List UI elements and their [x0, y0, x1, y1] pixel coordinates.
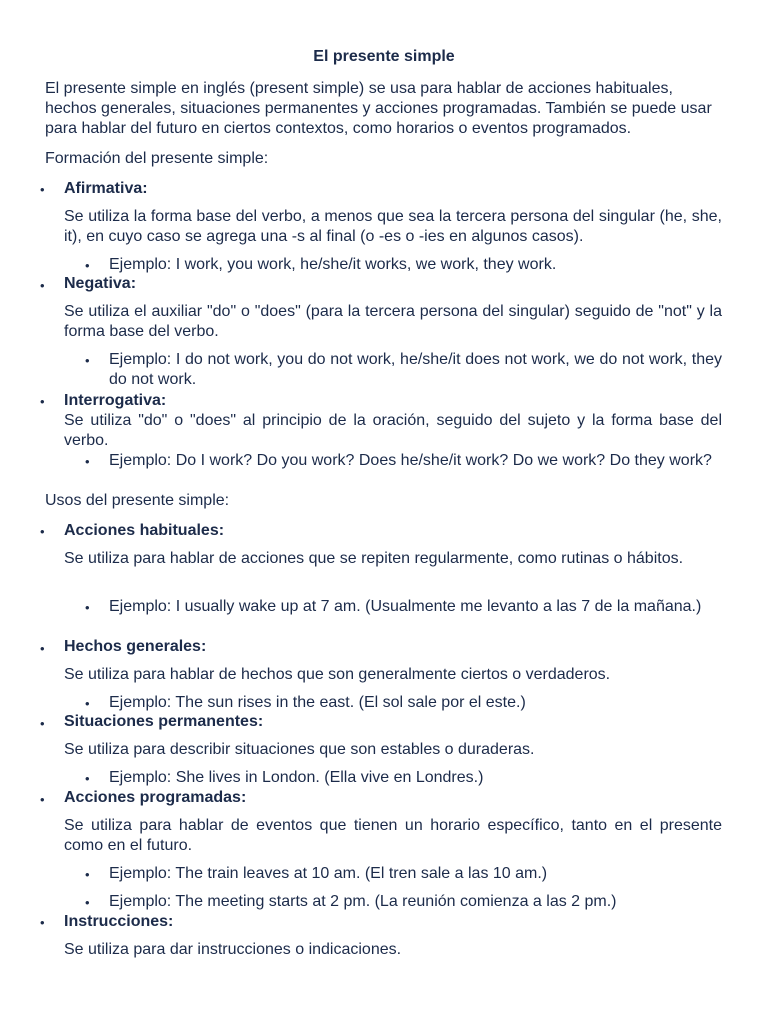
sub-bullet-marker: •	[85, 867, 90, 882]
intro-paragraph: El presente simple en inglés (present simple) se usa para hablar de acciones habituales, hechos generales, situaciones permanentes y acciones programadas. También se puede usar para hablar del futuro en ciertos contextos, como horarios o eventos programados.	[45, 80, 712, 137]
sub-bullet-marker: •	[85, 696, 90, 711]
sub-bullet-marker: •	[85, 600, 90, 615]
use-scheduled-example-1: Ejemplo: The train leaves at 10 am. (El tren sale a las 10 am.)	[109, 865, 548, 882]
formation-interrogative-example: Ejemplo: Do I work? Do you work? Does he/she/it work? Do we work? Do they work?	[109, 452, 712, 469]
use-scheduled-example-2: Ejemplo: The meeting starts at 2 pm. (La reunión comienza a las 2 pm.)	[109, 893, 617, 910]
formation-affirmative-example: Ejemplo: I work, you work, he/she/it works, we work, they work.	[109, 256, 557, 273]
use-scheduled-desc: Se utiliza para hablar de eventos que tienen un horario específico, tanto en el presente como en el futuro.	[64, 817, 722, 854]
bullet-marker: •	[40, 792, 45, 807]
use-scheduled-label: Acciones programadas:	[64, 789, 247, 806]
sub-bullet-marker: •	[85, 258, 90, 273]
bullet-marker: •	[40, 394, 45, 409]
formation-interrogative-desc: Se utiliza "do" o "does" al principio de la oración, seguido del sujeto y la forma base del verbo.	[64, 412, 722, 449]
use-habitual-label: Acciones habituales:	[64, 522, 225, 539]
use-instructions-label: Instrucciones:	[64, 913, 174, 930]
use-permanent-example: Ejemplo: She lives in London. (Ella vive en Londres.)	[109, 769, 484, 786]
uses-heading: Usos del presente simple:	[45, 492, 230, 509]
formation-negative-example: Ejemplo: I do not work, you do not work, he/she/it does not work, we do not work, they do not work.	[109, 351, 722, 388]
formation-negative-desc: Se utiliza el auxiliar "do" o "does" (para la tercera persona del singular) seguido de "not" y la forma base del verbo.	[64, 303, 722, 340]
sub-bullet-marker: •	[85, 895, 90, 910]
formation-heading: Formación del presente simple:	[45, 150, 269, 167]
formation-affirmative-label: Afirmativa:	[64, 180, 148, 197]
use-permanent-label: Situaciones permanentes:	[64, 713, 264, 730]
use-permanent-desc: Se utiliza para describir situaciones que son estables o duraderas.	[64, 741, 535, 758]
bullet-marker: •	[40, 641, 45, 656]
bullet-marker: •	[40, 716, 45, 731]
use-habitual-desc: Se utiliza para hablar de acciones que se repiten regularmente, como rutinas o hábitos.	[64, 550, 684, 567]
use-habitual-example: Ejemplo: I usually wake up at 7 am. (Usualmente me levanto a las 7 de la mañana.)	[109, 598, 702, 615]
bullet-marker: •	[40, 524, 45, 539]
formation-negative-label: Negativa:	[64, 275, 137, 292]
formation-interrogative-label: Interrogativa:	[64, 392, 167, 409]
use-general-facts-example: Ejemplo: The sun rises in the east. (El sol sale por el este.)	[109, 694, 526, 711]
sub-bullet-marker: •	[85, 454, 90, 469]
bullet-marker: •	[40, 915, 45, 930]
use-general-facts-desc: Se utiliza para hablar de hechos que son generalmente ciertos o verdaderos.	[64, 666, 611, 683]
formation-affirmative-desc: Se utiliza la forma base del verbo, a menos que sea la tercera persona del singular (he, she, it), en cuyo caso se agrega una -s al final (o -es o -ies en algunos casos).	[64, 208, 722, 245]
sub-bullet-marker: •	[85, 771, 90, 786]
use-general-facts-label: Hechos generales:	[64, 638, 207, 655]
bullet-marker: •	[40, 278, 45, 293]
sub-bullet-marker: •	[85, 353, 90, 368]
bullet-marker: •	[40, 182, 45, 197]
page-title: El presente simple	[313, 48, 455, 65]
use-instructions-desc: Se utiliza para dar instrucciones o indicaciones.	[64, 941, 402, 958]
